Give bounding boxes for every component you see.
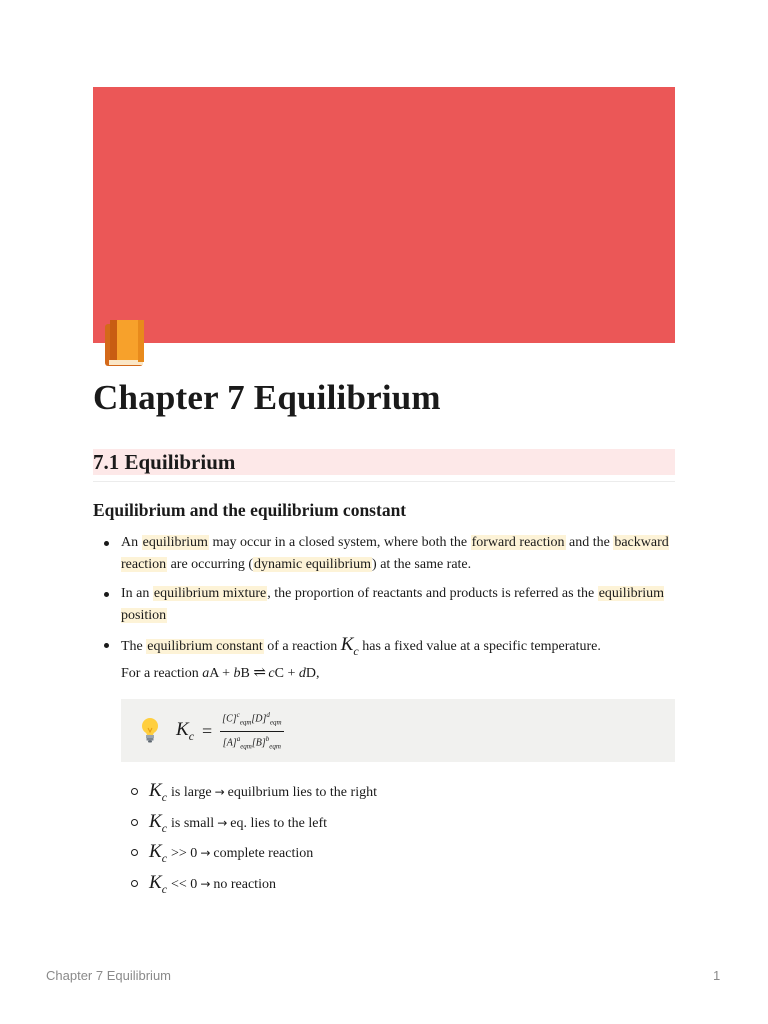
right-arrow-icon: → xyxy=(214,785,225,799)
cover-banner xyxy=(93,87,675,343)
highlight-term: backward reaction xyxy=(121,535,669,572)
kc-fraction: $\frac{[C]^c_{eqm}[D]^d_{eqm}}{[A]^a_{eqm}[B]^b_{eqm}}$ xyxy=(222,711,282,750)
highlight-term: equilibrium xyxy=(142,535,208,550)
highlight-term: equilibrium mixture xyxy=(153,586,267,601)
kc-symbol: $K_c$ xyxy=(340,634,359,658)
highlight-term: equilibrium constant xyxy=(147,639,263,654)
list-item: An equilibrium may occur in a closed system, where both the forward reaction and the backward reaction are occurring (dynamic equilibrium) at the same rate. xyxy=(121,532,681,583)
list-item: $K_c$ is small → eq. lies to the left xyxy=(149,809,377,840)
list-item: $K_c << 0$ → no reaction xyxy=(149,870,377,901)
bullet-list xyxy=(121,532,681,685)
list-item: $K_c >> 0$ → complete reaction xyxy=(149,839,377,870)
highlight-term: dynamic equilibrium xyxy=(254,557,372,572)
section-title: 7.1 Equilibrium xyxy=(93,450,236,474)
equilibrium-arrow-icon: ⇌ xyxy=(253,664,265,681)
highlight-term: equilibrium position xyxy=(121,586,665,623)
right-arrow-icon: → xyxy=(217,815,228,830)
kc-formula: $K_c$ = $\frac{[C]^c_{eqm}[D]^d_{eqm}}{[A]^a_{eqm}[B]^b_{eqm}}$ xyxy=(176,711,284,751)
list-item: In an equilibrium mixture, the proportion of reactants and products is referred as the equilibrium position xyxy=(121,583,681,634)
section-divider xyxy=(93,481,675,482)
lightbulb-icon xyxy=(139,716,161,744)
list-item: $K_c$ is large → equilbrium lies to the right xyxy=(149,778,377,809)
page-title: Chapter 7 Equilibrium xyxy=(93,378,441,417)
subsection-title: Equilibrium and the equilibrium constant xyxy=(93,500,407,520)
footer-title: Chapter 7 Equilibrium xyxy=(46,968,172,983)
right-arrow-icon: → xyxy=(200,876,211,891)
reaction-equation: For a reaction aA + bB ⇌ cC + dD, xyxy=(121,664,320,681)
highlight-term: forward reaction xyxy=(471,535,565,550)
right-arrow-icon: → xyxy=(200,846,211,860)
kc-interpretation-list xyxy=(149,778,377,900)
orange-book-icon xyxy=(102,318,148,368)
list-item: The equilibrium constant of a reaction $K_c$ has a fixed value at a specific temperature. For a reaction aA + bB ⇌ cC + dD, xyxy=(121,634,681,685)
page-number: 1 xyxy=(713,968,721,983)
